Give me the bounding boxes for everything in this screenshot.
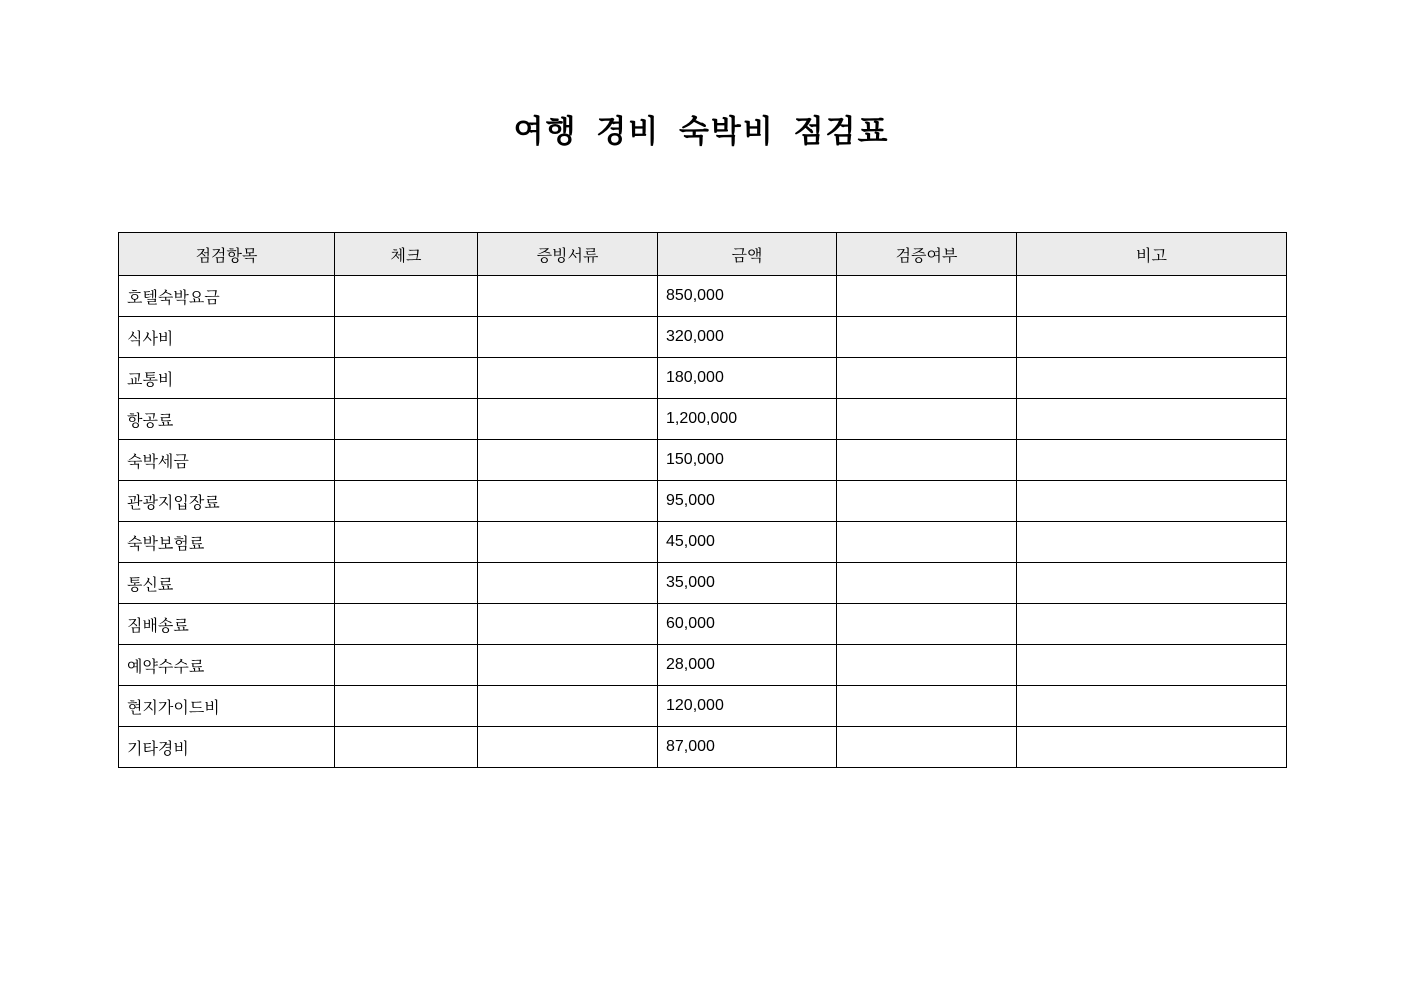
cell-verified [837,481,1017,522]
cell-check-item: 호텔숙박요금 [119,276,335,317]
table-row [119,522,1287,563]
cell-amount: 150,000 [658,440,837,481]
cell-verified [837,358,1017,399]
table-row [119,317,1287,358]
cell-amount: 60,000 [658,604,837,645]
cell-evidence [478,645,658,686]
cell-check [335,317,478,358]
cell-check-item: 현지가이드비 [119,686,335,727]
table-header-row [119,233,1287,276]
cell-evidence [478,563,658,604]
cell-evidence [478,358,658,399]
cell-check-item: 숙박세금 [119,440,335,481]
cell-note [1017,276,1287,317]
cell-verified [837,522,1017,563]
cell-amount: 28,000 [658,645,837,686]
cell-note [1017,645,1287,686]
cell-check [335,645,478,686]
cell-check-item: 예약수수료 [119,645,335,686]
table-row [119,727,1287,768]
cell-evidence [478,481,658,522]
table-row [119,358,1287,399]
cell-note [1017,358,1287,399]
cell-evidence [478,727,658,768]
cell-check [335,522,478,563]
header-check: 체크 [335,233,478,276]
cell-check-item: 통신료 [119,563,335,604]
cell-note [1017,522,1287,563]
cell-check-item: 짐배송료 [119,604,335,645]
cell-note [1017,317,1287,358]
page-title: 여행 경비 숙박비 점검표 [513,114,890,150]
table-row [119,645,1287,686]
table-row [119,686,1287,727]
cell-evidence [478,686,658,727]
cell-amount: 320,000 [658,317,837,358]
cell-note [1017,604,1287,645]
header-amount: 금액 [658,233,837,276]
cell-check-item: 숙박보험료 [119,522,335,563]
cell-note [1017,563,1287,604]
cell-check [335,727,478,768]
cell-amount: 1,200,000 [658,399,837,440]
table-row [119,563,1287,604]
header-note: 비고 [1017,233,1287,276]
cell-check-item: 기타경비 [119,727,335,768]
cell-amount: 120,000 [658,686,837,727]
table-row [119,399,1287,440]
cell-evidence [478,276,658,317]
cell-check-item: 식사비 [119,317,335,358]
cell-verified [837,440,1017,481]
cell-verified [837,276,1017,317]
cell-check [335,399,478,440]
table-row [119,276,1287,317]
cell-amount: 45,000 [658,522,837,563]
header-verified: 검증여부 [837,233,1017,276]
cell-check [335,358,478,399]
cell-evidence [478,604,658,645]
cell-check [335,686,478,727]
cell-amount: 35,000 [658,563,837,604]
cell-note [1017,481,1287,522]
cell-verified [837,604,1017,645]
expense-check-table [118,232,1287,768]
cell-verified [837,563,1017,604]
cell-amount: 850,000 [658,276,837,317]
cell-note [1017,399,1287,440]
cell-check [335,604,478,645]
cell-check [335,563,478,604]
cell-evidence [478,522,658,563]
cell-verified [837,645,1017,686]
cell-check [335,481,478,522]
cell-check-item: 교통비 [119,358,335,399]
cell-note [1017,686,1287,727]
cell-verified [837,317,1017,358]
header-evidence: 증빙서류 [478,233,658,276]
cell-check [335,276,478,317]
cell-amount: 95,000 [658,481,837,522]
cell-verified [837,727,1017,768]
cell-check [335,440,478,481]
cell-evidence [478,399,658,440]
header-check-item: 점검항목 [119,233,335,276]
cell-evidence [478,440,658,481]
cell-amount: 180,000 [658,358,837,399]
table-row [119,604,1287,645]
cell-check-item: 항공료 [119,399,335,440]
cell-evidence [478,317,658,358]
cell-note [1017,440,1287,481]
cell-verified [837,686,1017,727]
table-row [119,440,1287,481]
cell-check-item: 관광지입장료 [119,481,335,522]
cell-amount: 87,000 [658,727,837,768]
cell-note [1017,727,1287,768]
table-row [119,481,1287,522]
cell-verified [837,399,1017,440]
